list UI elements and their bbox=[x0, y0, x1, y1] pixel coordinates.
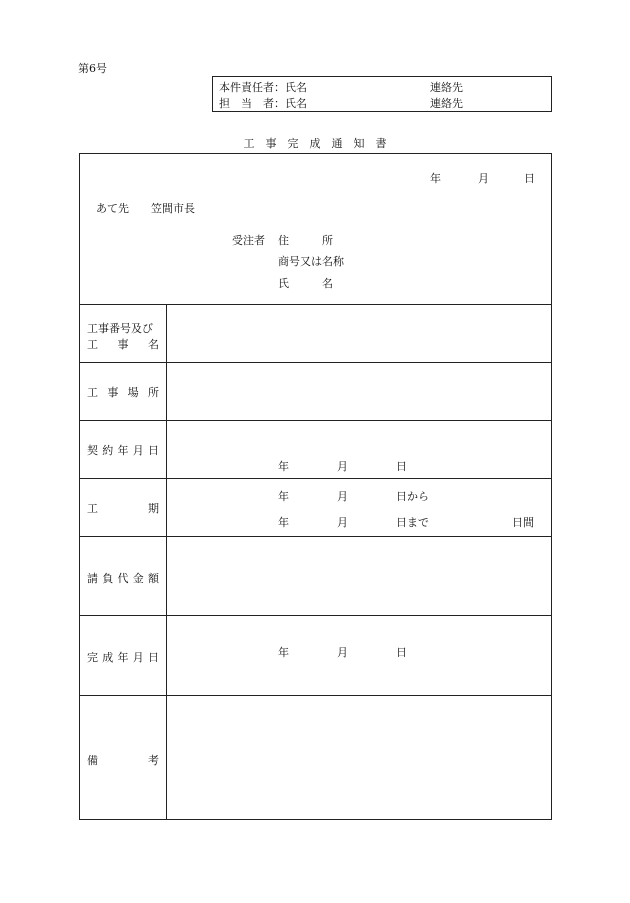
contractor-label: 受注者 bbox=[232, 234, 265, 247]
staff-person-label: 担 当 者：氏名 bbox=[219, 97, 307, 110]
contract-amount-label: 請 負 代 金 額 bbox=[87, 572, 159, 585]
completion-date-label: 完 成 年 月 日 bbox=[87, 651, 159, 664]
period-start-year: 年 bbox=[278, 490, 289, 503]
period-start-day: 日から bbox=[396, 490, 429, 503]
row-divider bbox=[79, 615, 552, 616]
form-number: 第6号 bbox=[78, 62, 107, 75]
row-divider bbox=[79, 362, 552, 363]
contract-month: 月 bbox=[337, 460, 348, 473]
period-start-month: 月 bbox=[337, 490, 348, 503]
staff-contact-label: 連絡先 bbox=[430, 97, 463, 110]
period-end-month: 月 bbox=[337, 516, 348, 529]
period-days: 日間 bbox=[512, 516, 534, 529]
period-end-day: 日まで bbox=[396, 516, 429, 529]
person-name-label: 氏 名 bbox=[278, 277, 333, 290]
addressee: あて先 笠間市長 bbox=[96, 202, 195, 215]
completion-day: 日 bbox=[396, 646, 407, 659]
completion-year: 年 bbox=[278, 646, 289, 659]
date-year: 年 bbox=[430, 172, 441, 185]
work-number-label: 工事番号及び bbox=[87, 322, 153, 335]
period-label: 工 期 bbox=[87, 502, 159, 515]
work-name-label: 工 事 名 bbox=[87, 338, 159, 351]
contract-date-label: 契 約 年 月 日 bbox=[87, 444, 159, 457]
row-divider bbox=[79, 695, 552, 696]
row-divider bbox=[79, 536, 552, 537]
row-divider bbox=[79, 420, 552, 421]
responsible-person-label: 本件責任者：氏名 bbox=[219, 81, 307, 94]
document-title: 工 事 完 成 通 知 書 bbox=[243, 137, 387, 150]
completion-month: 月 bbox=[337, 646, 348, 659]
period-end-year: 年 bbox=[278, 516, 289, 529]
contract-day: 日 bbox=[396, 460, 407, 473]
address-label: 住 所 bbox=[278, 234, 333, 247]
row-divider bbox=[79, 304, 552, 305]
row-divider bbox=[79, 478, 552, 479]
label-column-divider bbox=[166, 304, 167, 820]
work-location-label: 工 事 場 所 bbox=[87, 386, 159, 399]
responsible-contact-label: 連絡先 bbox=[430, 81, 463, 94]
date-day: 日 bbox=[524, 172, 535, 185]
remarks-label: 備 考 bbox=[87, 754, 159, 767]
date-month: 月 bbox=[478, 172, 489, 185]
company-name-label: 商号又は名称 bbox=[278, 255, 344, 268]
contract-year: 年 bbox=[278, 460, 289, 473]
